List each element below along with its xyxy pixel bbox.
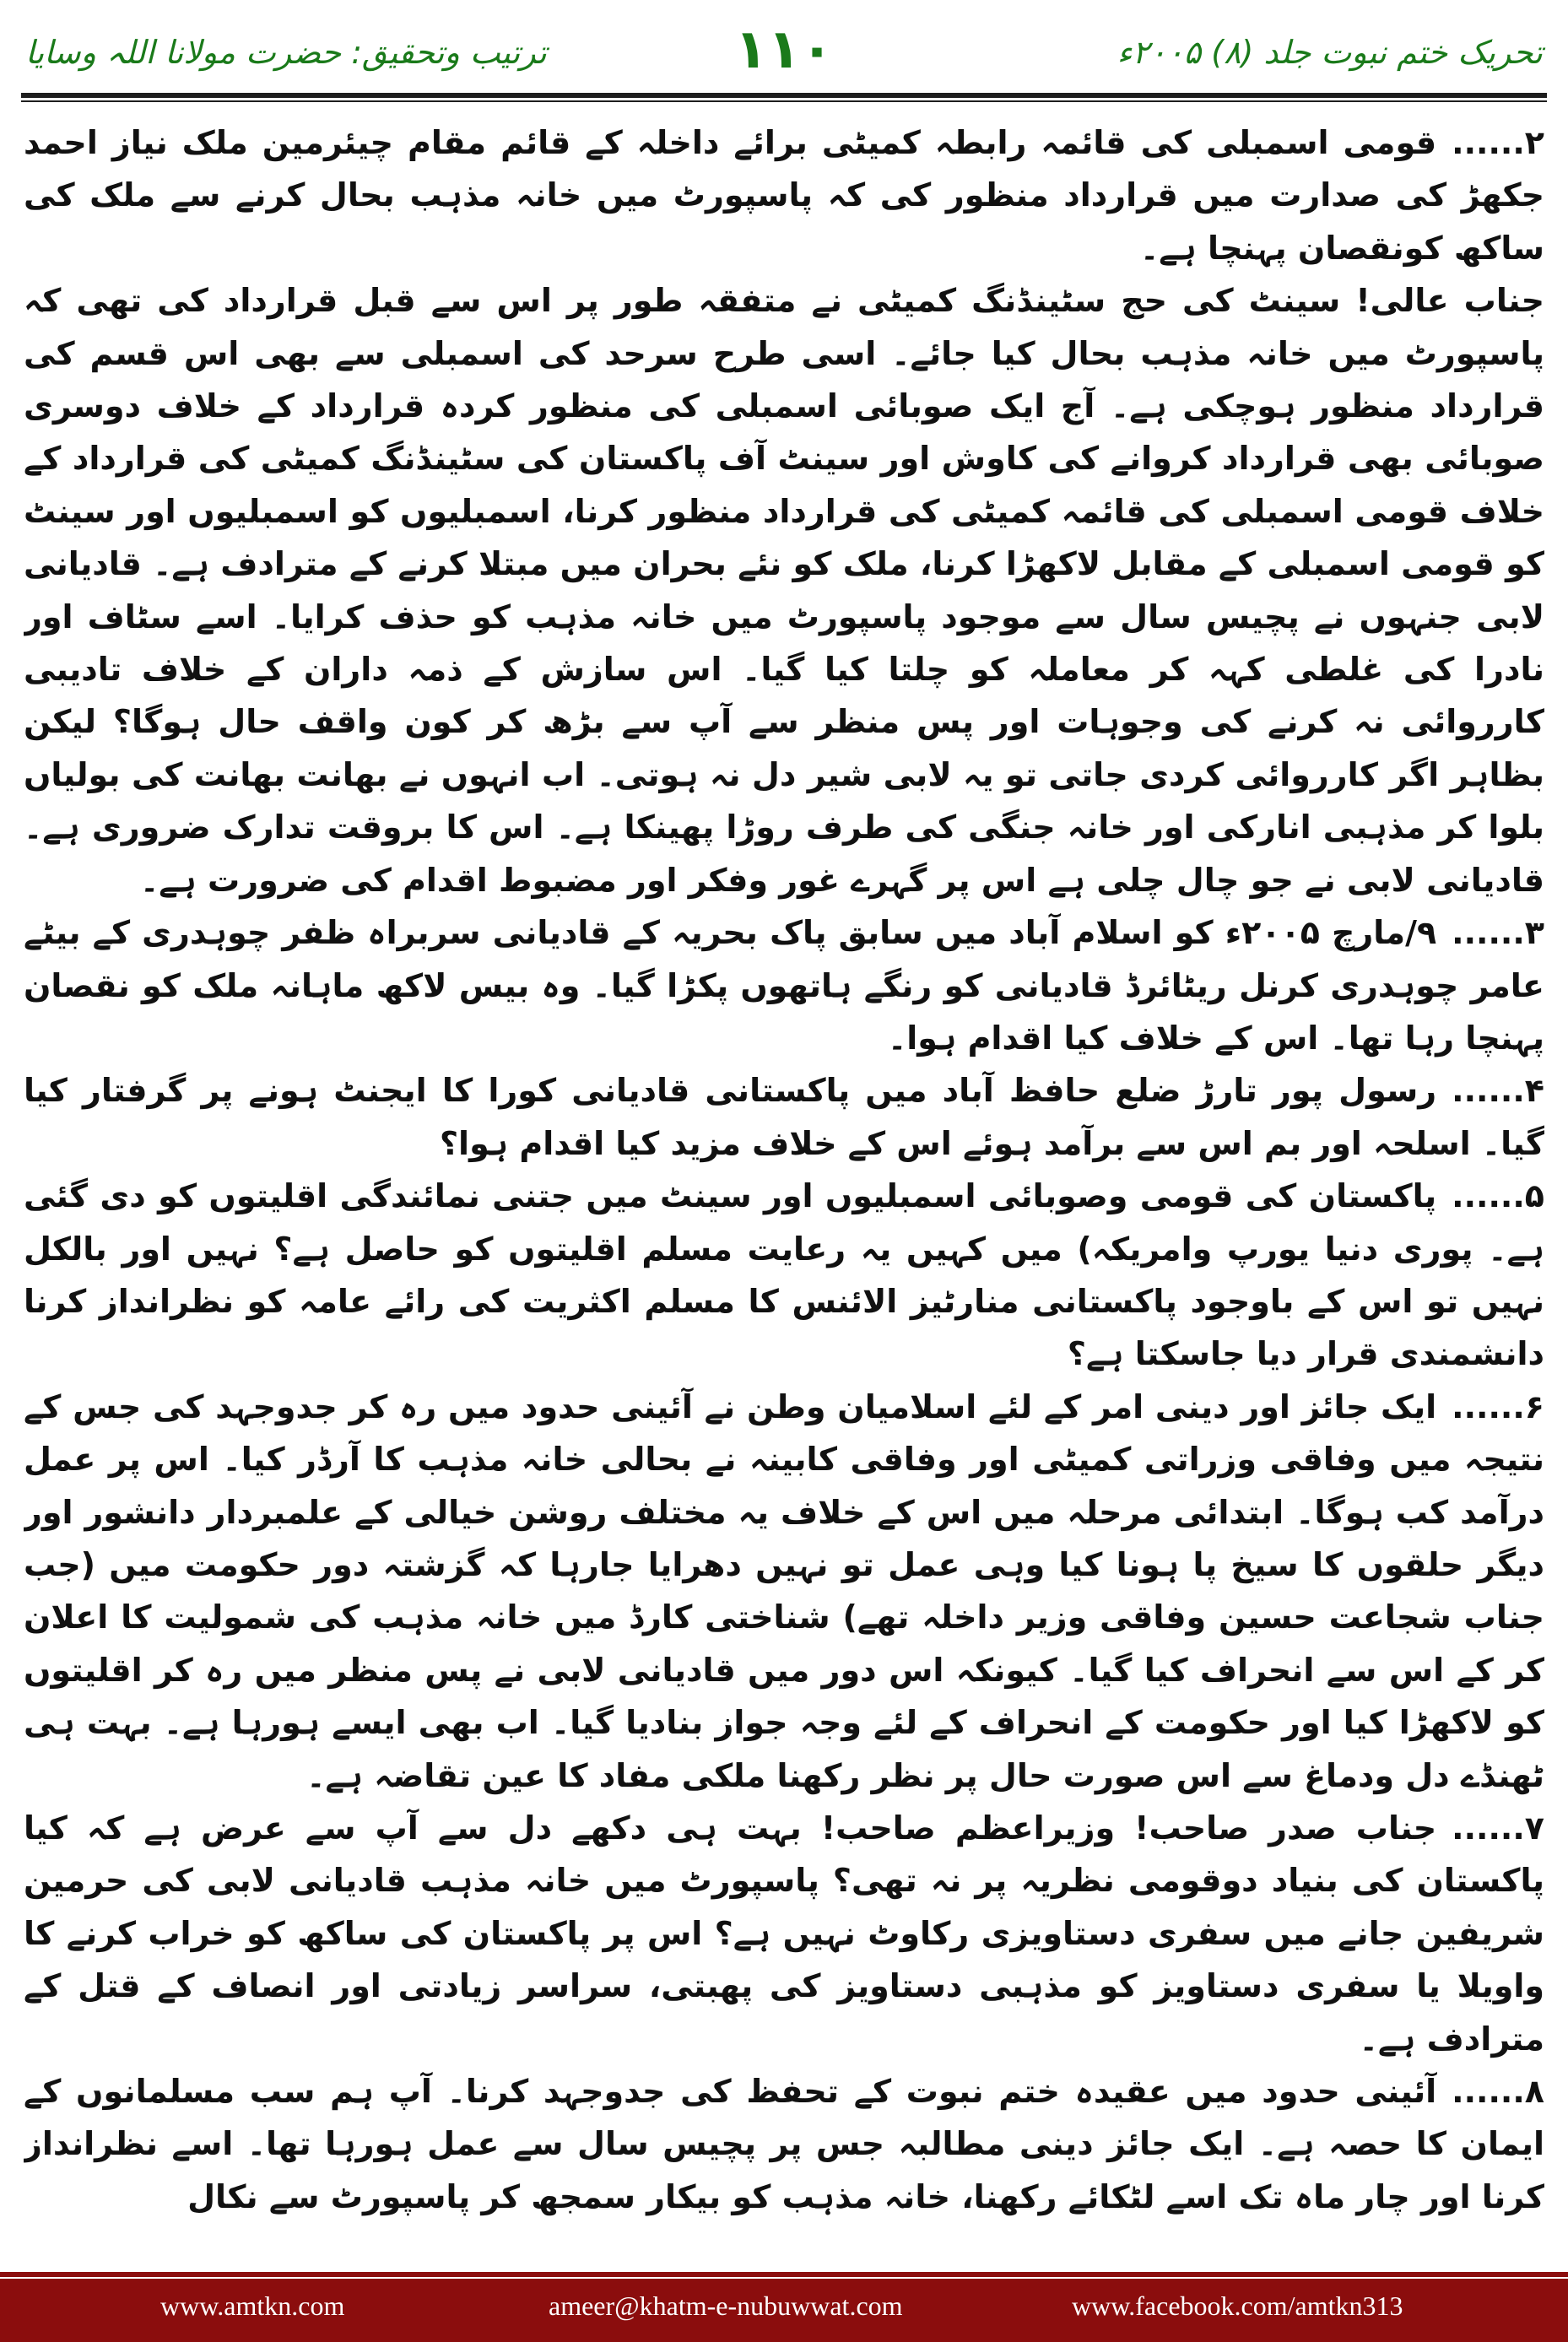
paragraph-text: جناب عالی! سینٹ کی حج سٹینڈنگ کمیٹی نے متفقہ طور پر اس سے قبل قرارداد کی تھی کہ پاسپورٹ میں خانہ مذہب بحال کیا جائے۔ اسی طرح سرحد کی اسمبلی سے بھی اس قسم کی قرارداد منظور ہوچکی ہے۔ آج ایک صوبائی اسمبلی کی منظور کردہ قرارداد کے خلاف دوسری صوبائی بھی قرارداد کروانے کی کاوش اور سینٹ آف پاکستان کی سٹینڈنگ کمیٹی کی قرارداد کے خلاف قومی اسمبلی کی قائمہ کمیٹی کی قرارداد منظور کرنا، اسمبلیوں کو اسمبلیوں اور سینٹ کو قومی اسمبلی کے مقابل لاکھڑا کرنا، ملک کو نئے بحران میں مبتلا کرنے کے مترادف ہے۔ قادیانی لابی جنہوں نے پچیس سال سے موجود پاسپورٹ میں خانہ مذہب کو حذف کرایا۔ اسے سٹاف اور نادرا کی غلطی کہہ کر معاملہ کو چلتا کیا گیا۔ اس سازش کے ذمہ داران کے خلاف تادیبی کارروائی نہ کرنے کی وجوہات اور پس منظر سے آپ سے بڑھ کر کون واقف حال ہوگا؟ لیکن بظاہر اگر کارروائی کردی جاتی تو یہ لابی شیر دل نہ ہوتی۔ اب انہوں نے بھانت بھانت کی بولیاں بلوا کر مذہبی انارکی اور خانہ جنگی کی طرف روڑا پھینکا ہے۔ اس کا بروقت تدارک ضروری ہے۔ قادیانی لابی نے جو چال چلی ہے اس پر گہرے غور وفکر اور مضبوط اقدام کی ضرورت ہے۔ xyxy=(24,282,1544,899)
paragraph-number: ۵...... xyxy=(1452,1177,1544,1215)
paragraph-number: ۲...... xyxy=(1452,124,1544,161)
paragraph-text: رسول پور تارڑ ضلع حافظ آباد میں پاکستانی قادیانی کورا کا ایجنٹ ہونے پر گرفتار کیا گیا۔ اسلحہ اور بم اس سے برآمد ہوئے اس کے خلاف مزید کیا اقدام ہوا؟ xyxy=(24,1072,1544,1162)
paragraph-address xyxy=(24,274,1544,906)
paragraph-number: ۷...... xyxy=(1452,1809,1544,1847)
paragraph-8 xyxy=(24,2065,1544,2223)
paragraph-number: ۳...... xyxy=(1452,914,1544,952)
header-rule-thick xyxy=(21,93,1547,98)
header-rule-thin xyxy=(21,100,1547,102)
paragraph-7 xyxy=(24,1802,1544,2065)
paragraph-text: ایک جائز اور دینی امر کے لئے اسلامیان وطن نے آئینی حدود میں رہ کر جدوجہد کی جس کے نتیجہ میں وفاقی وزراتی کمیٹی اور وفاقی کابینہ نے بحالی خانہ مذہب کا آرڈر کیا۔ اس پر عمل درآمد کب ہوگا۔ ابتدائی مرحلہ میں اس کے خلاف یہ مختلف روشن خیالی کے علمبردار دانشور اور دیگر حلقوں کا سیخ پا ہونا کیا وہی عمل تو نہیں دھرایا جارہا کہ گزشتہ دور حکومت میں (جب جناب شجاعت حسین وفاقی وزیر داخلہ تھے) شناختی کارڈ میں خانہ مذہب کی شمولیت کا اعلان کر کے اس سے انحراف کیا گیا۔ کیونکہ اس دور میں قادیانی لابی نے پس منظر میں رہ کر اقلیتوں کو لاکھڑا کیا اور حکومت کے انحراف کے لئے وجہ جواز بنادیا گیا۔ اب بھی ایسے ہورہا ہے۔ بہت ہی ٹھنڈے دل ودماغ سے اس صورت حال پر نظر رکھنا ملکی مفاد کا عین تقاضہ ہے۔ xyxy=(24,1387,1544,1794)
paragraph-3 xyxy=(24,906,1544,1064)
footer-email-link[interactable]: ameer@khatm-e-nubuwwat.com xyxy=(549,2291,903,2321)
paragraph-text: ۹/مارچ ۲۰۰۵ء کو اسلام آباد میں سابق پاک بحریہ کے قادیانی سربراہ ظفر چوہدری کے بیٹے عامر چوہدری کرنل ریٹائرڈ قادیانی کو رنگے ہاتھوں پکڑا گیا۔ وہ بیس لاکھ ماہانہ ملک کو نقصان پہنچا رہا تھا۔ اس کے خلاف کیا اقدام ہوا۔ xyxy=(24,914,1544,1057)
paragraph-number: ۴...... xyxy=(1452,1072,1544,1110)
page-footer xyxy=(0,2279,1568,2342)
paragraph-text: جناب صدر صاحب! وزیراعظم صاحب! بہت ہی دکھے دل سے آپ سے عرض ہے کہ کیا پاکستان کی بنیاد دوقومی نظریہ پر نہ تھی؟ پاسپورٹ میں خانہ مذہب قادیانی لابی کی حرمین شریفین جانے میں سفری دستاویزی رکاوٹ نہیں ہے؟ اس پر پاکستان کی ساکھ کو خراب کرنے کا واویلا یا سفری دستاویز کو مذہبی دستاویز کی پھبتی، سراسر زیادتی اور انصاف کے قتل کے مترادف ہے۔ xyxy=(24,1809,1544,2058)
body-text xyxy=(24,116,1544,2243)
paragraph-6 xyxy=(24,1381,1544,1802)
paragraph-5 xyxy=(24,1170,1544,1381)
page-header xyxy=(0,0,1568,110)
footer-rule xyxy=(0,2272,1568,2277)
page-number: ۱۱۰ xyxy=(734,19,834,81)
footer-website-link[interactable]: www.amtkn.com xyxy=(160,2291,345,2321)
header-compiler-credit: ترتیب وتحقیق: حضرت مولانا اللہ وسایا xyxy=(25,34,547,71)
paragraph-text: آئینی حدود میں عقیدہ ختم نبوت کے تحفظ کی جدوجہد کرنا۔ آپ ہم سب مسلمانوں کے ایمان کا حصہ ہے۔ ایک جائز دینی مطالبہ جس پر پچیس سال سے عمل ہورہا تھا۔ اسے نظرانداز کرنا اور چار ماہ تک اسے لٹکائے رکھنا، خانہ مذہب کو بیکار سمجھ کر پاسپورٹ سے نکال xyxy=(24,2073,1544,2215)
paragraph-text: قومی اسمبلی کی قائمہ رابطہ کمیٹی برائے داخلہ کے قائم مقام چیئرمین ملک نیاز احمد جکھڑ کی صدارت میں قرارداد منظور کی کہ پاسپورٹ میں خانہ مذہب بحال کرنے سے ملک کی ساکھ کونقصان پہنچا ہے۔ xyxy=(24,124,1544,267)
paragraph-4 xyxy=(24,1064,1544,1170)
footer-facebook-link[interactable]: www.facebook.com/amtkn313 xyxy=(1072,2291,1403,2321)
header-book-title: تحریک ختم نبوت جلد (۸) ۲۰۰۵ء xyxy=(1117,34,1543,71)
paragraph-number: ۶...... xyxy=(1452,1387,1544,1425)
paragraph-number: ۸...... xyxy=(1452,2073,1544,2111)
paragraph-text: پاکستان کی قومی وصوبائی اسمبلیوں اور سینٹ میں جتنی نمائندگی اقلیتوں کو دی گئی ہے۔ پوری دنیا یورپ وامریکہ) میں کہیں یہ رعایت مسلم اقلیتوں کو حاصل ہے؟ نہیں اور بالکل نہیں تو اس کے باوجود پاکستانی منارٹیز الائنس کا مسلم اکثریت کی رائے عامہ کو نظرانداز کرنا دانشمندی قرار دیا جاسکتا ہے؟ xyxy=(24,1177,1544,1373)
paragraph-2 xyxy=(24,116,1544,274)
